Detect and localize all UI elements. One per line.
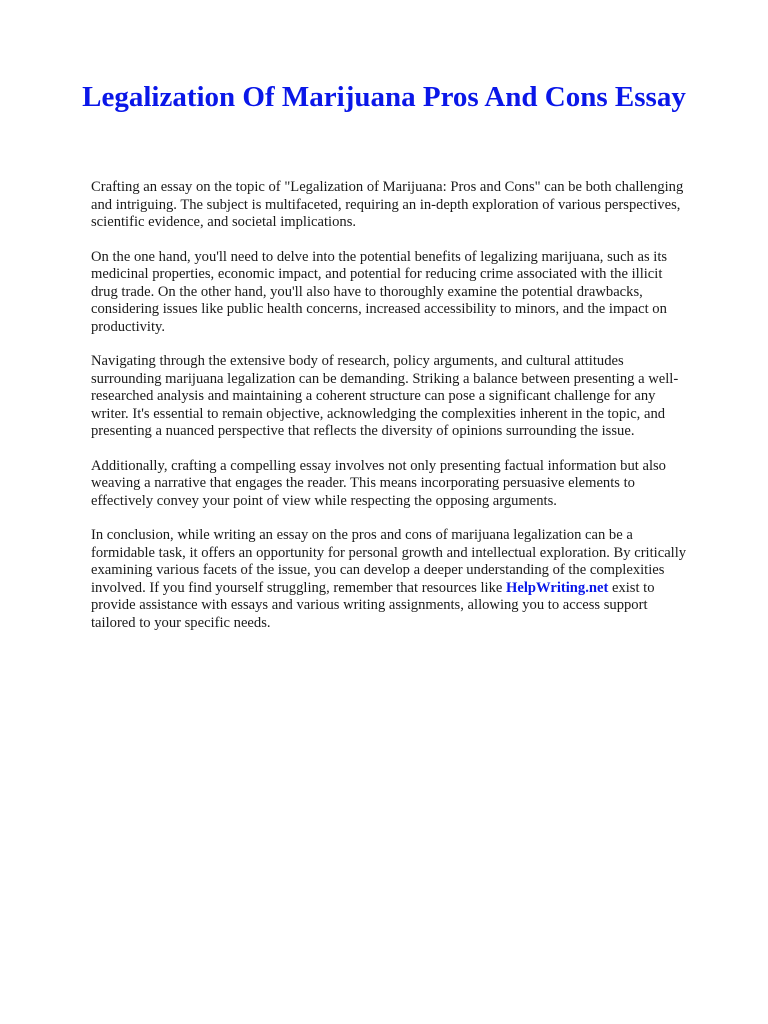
conclusion-text-after-link: exist to provide assistance with essays and various writing assignments, allowing you to access support tailored to your specific needs. <box>91 579 655 631</box>
page-title: Legalization Of Marijuana Pros And Cons Essay <box>82 81 686 113</box>
paragraph-1: Crafting an essay on the topic of "Legalization of Marijuana: Pros and Cons" can be both challenging and intriguing. The subject is multifaceted, requiring an in-depth exploration of various perspectives, scientific evidence, and societal implications. <box>91 179 684 230</box>
conclusion-text-before-link: In conclusion, while writing an essay on the pros and cons of marijuana legalization can be a formidable task, it offers an opportunity for personal growth and intellectual exploration. By critically examining various facets of the issue, you can develop a deeper understanding of the complexities involved. If you find yourself struggling, remember that resources like <box>91 527 687 596</box>
paragraph-2: On the one hand, you'll need to delve into the potential benefits of legalizing marijuana, such as its medicinal properties, economic impact, and potential for reducing crime associated with the illicit drug trade. On the other hand, you'll also have to thoroughly examine the potential drawbacks, considering issues like public health concerns, increased accessibility to minors, and the impact on productivity. <box>91 248 668 335</box>
paragraph-3: Navigating through the extensive body of research, policy arguments, and cultural attitudes surrounding marijuana legalization can be demanding. Striking a balance between presenting a well-researched analysis and maintaining a coherent structure can pose a significant challenge for any writer. It's essential to remain objective, acknowledging the complexities inherent in the topic, and presenting a nuanced perspective that reflects the diversity of opinions surrounding the issue. <box>91 353 679 439</box>
paragraph-conclusion <box>91 527 691 632</box>
essay-body <box>91 179 691 649</box>
helpwriting-link[interactable]: HelpWriting.net <box>506 579 609 596</box>
paragraph-4: Additionally, crafting a compelling essay involves not only presenting factual information but also weaving a narrative that engages the reader. This means incorporating persuasive elements to effectively convey your point of view while respecting the opposing arguments. <box>91 457 666 509</box>
